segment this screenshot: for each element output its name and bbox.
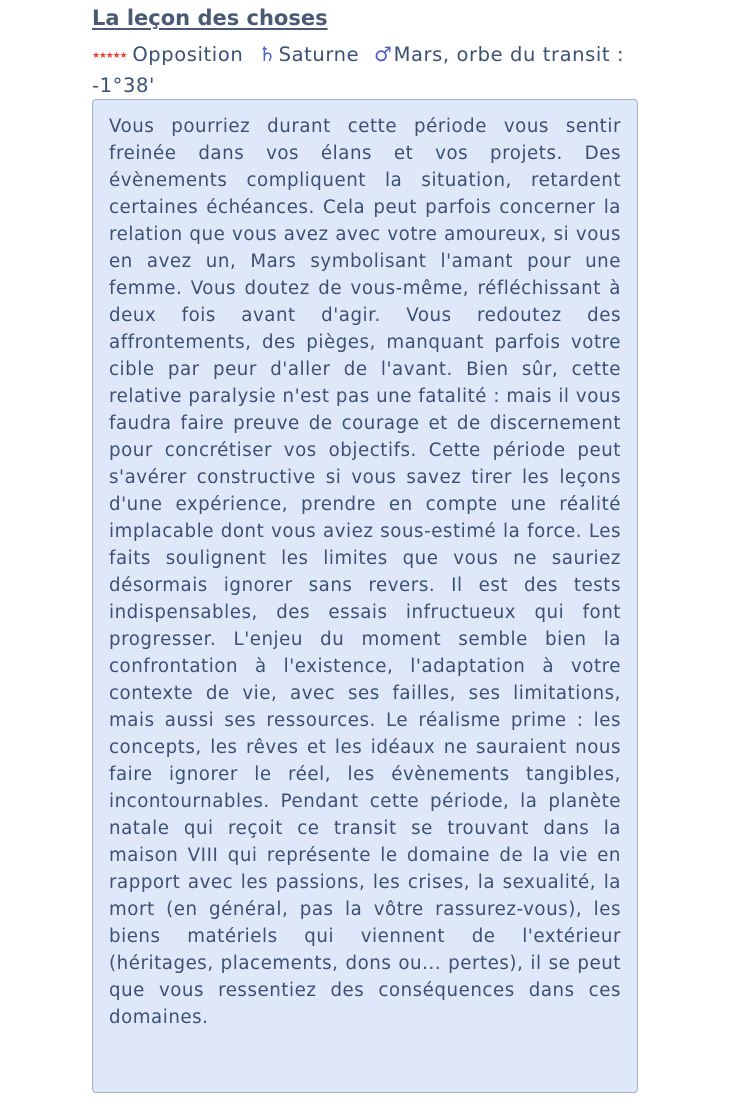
aspect-line bbox=[92, 39, 640, 101]
aspect-name: Opposition bbox=[132, 43, 244, 66]
section-title: La leçon des choses bbox=[92, 6, 328, 30]
natal-planet-orb: Mars, orbe du transit : -1°38' bbox=[92, 43, 625, 97]
saturn-icon: ♄ bbox=[258, 42, 277, 66]
interpretation-box bbox=[92, 99, 638, 1093]
rating-stars: ★★★★★ bbox=[92, 51, 127, 61]
mars-icon: ♂ bbox=[374, 42, 393, 66]
interpretation-text: Vous pourriez durant cette période vous sentir freinée dans vos élans et vos projets. Des évènements compliquent la situation, retardent certaines échéances. Cela peut parfois concerner la relation que vous avez avec votre amoureux, si vous en avez un, Mars symbolisant l'amant pour une femme. Vous doutez de vous-même, réfléchissant à deux fois avant d'agir. Vous redoutez des affrontements, des pièges, manquant parfois votre cible par peur d'aller de l'avant. Bien sûr, cette relative paralysie n'est pas une fatalité : mais il vous faudra faire preuve de courage et de discernement pour concrétiser vos objectifs. Cette période peut s'avérer constructive si vous savez tirer les leçons d'une expérience, prendre en compte une réalité implacable dont vous aviez sous-estimé la force. Les faits soulignent les limites que vous ne sauriez désormais ignorer sans revers. Il est des tests indispensables, des essais infructueux qui font progresser. L'enjeu du moment semble bien la confrontation à l'existence, l'adaptation à votre contexte de vie, avec ses failles, ses limitations, mais aussi ses ressources. Le réalisme prime : les concepts, les rêves et les idéaux ne sauraient nous faire ignorer le réel, les évènements tangibles, incontournables. Pendant cette période, la planète natale qui reçoit ce transit se trouvant dans la maison VIII qui représente le domaine de la vie en rapport avec les passions, les crises, la sexualité, la mort (en général, pas la vôtre rassurez-vous), les biens matériels qui viennent de l'extérieur (héritages, placements, dons ou... pertes), il se peut que vous ressentiez des conséquences dans ces domaines. bbox=[109, 116, 621, 1028]
transit-planet: Saturne bbox=[278, 43, 360, 66]
